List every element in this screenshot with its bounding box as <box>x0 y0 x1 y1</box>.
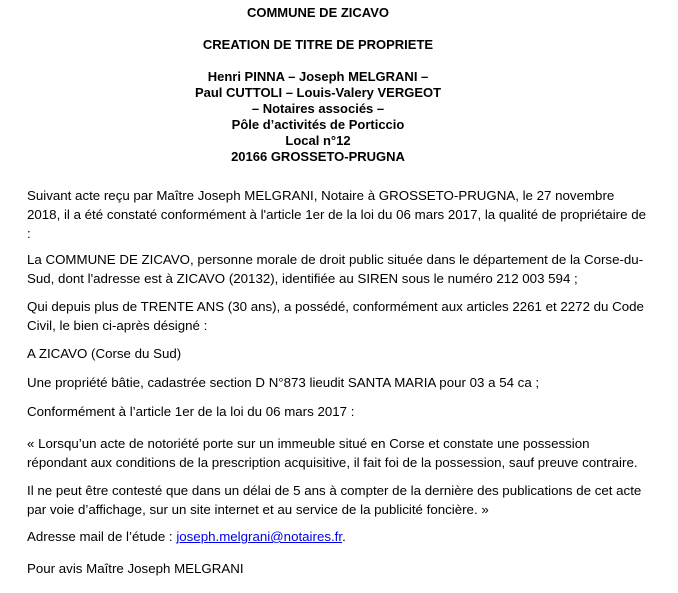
address-line-2: Local n°12 <box>285 133 351 148</box>
notaries-line-1: Henri PINNA – Joseph MELGRANI – <box>207 69 429 84</box>
paragraph-contest-delay <box>27 481 647 519</box>
paragraph-line: Conformément à l’article 1er de la loi du 06 mars 2017 : <box>27 404 355 419</box>
paragraph-signature <box>27 559 647 578</box>
signature-line: Pour avis Maître Joseph MELGRANI <box>27 561 244 576</box>
notaries-line-2: Paul CUTTOLI – Louis-Valery VERGEOT <box>194 85 442 100</box>
paragraph-line: Il ne peut être contesté que dans un délai de 5 ans à compter de la dernière des publications de cet acte <box>27 483 642 498</box>
paragraph-line: Une propriété bâtie, cadastrée section D N°873 lieudit SANTA MARIA pour 03 a 54 ca ; <box>27 375 540 390</box>
paragraph-law-reference <box>27 402 647 421</box>
paragraph-line: Qui depuis plus de TRENTE ANS (30 ans), a possédé, conformément aux articles 2261 et 2272 du Code <box>27 299 644 314</box>
document-title: CREATION DE TITRE DE PROPRIETE <box>202 37 434 52</box>
email-label: Adresse mail de l’étude : <box>27 529 177 544</box>
email-suffix: . <box>342 529 346 544</box>
paragraph-line: : <box>27 226 31 241</box>
paragraph-line: A ZICAVO (Corse du Sud) <box>27 346 182 361</box>
paragraph-law-quote <box>27 434 647 472</box>
paragraph-deed <box>27 186 647 243</box>
paragraph-line: 2018, il a été constaté conformément à l'article 1er de la loi du 06 mars 2017, la qualité de propriétaire de <box>27 207 646 222</box>
notaries-line-3: – Notaires associés – <box>251 101 385 116</box>
paragraph-owner <box>27 250 647 288</box>
paragraph-line: Suivant acte reçu par Maître Joseph MELGRANI, Notaire à GROSSETO-PRUGNA, le 27 novembre <box>27 188 615 203</box>
commune-heading: COMMUNE DE ZICAVO <box>246 5 390 20</box>
email-line <box>27 527 647 546</box>
paragraph-line: La COMMUNE DE ZICAVO, personne morale de droit public située dans le département de la Corse-du- <box>27 252 644 267</box>
email-link[interactable]: joseph.melgrani@notaires.fr <box>176 529 343 544</box>
paragraph-line: Civil, le bien ci-après désigné : <box>27 318 208 333</box>
address-line-1: Pôle d’activités de Porticcio <box>231 117 405 132</box>
paragraph-location <box>27 344 647 363</box>
paragraph-line: « Lorsqu’un acte de notoriété porte sur un immeuble situé en Corse et constate une possession <box>27 436 590 451</box>
paragraph-line: Sud, dont l'adresse est à ZICAVO (20132), identifiée au SIREN sous le numéro 212 003 594 ; <box>27 271 578 286</box>
paragraph-possession <box>27 297 647 335</box>
address-line-3: 20166 GROSSETO-PRUGNA <box>231 149 405 164</box>
paragraph-property <box>27 373 647 392</box>
paragraph-line: répondant aux conditions de la prescription acquisitive, il fait foi de la possession, sauf preuve contraire. <box>27 455 638 470</box>
paragraph-email <box>27 527 647 546</box>
paragraph-line: par voie d’affichage, sur un site internet et au service de la publicité foncière. » <box>27 502 489 517</box>
